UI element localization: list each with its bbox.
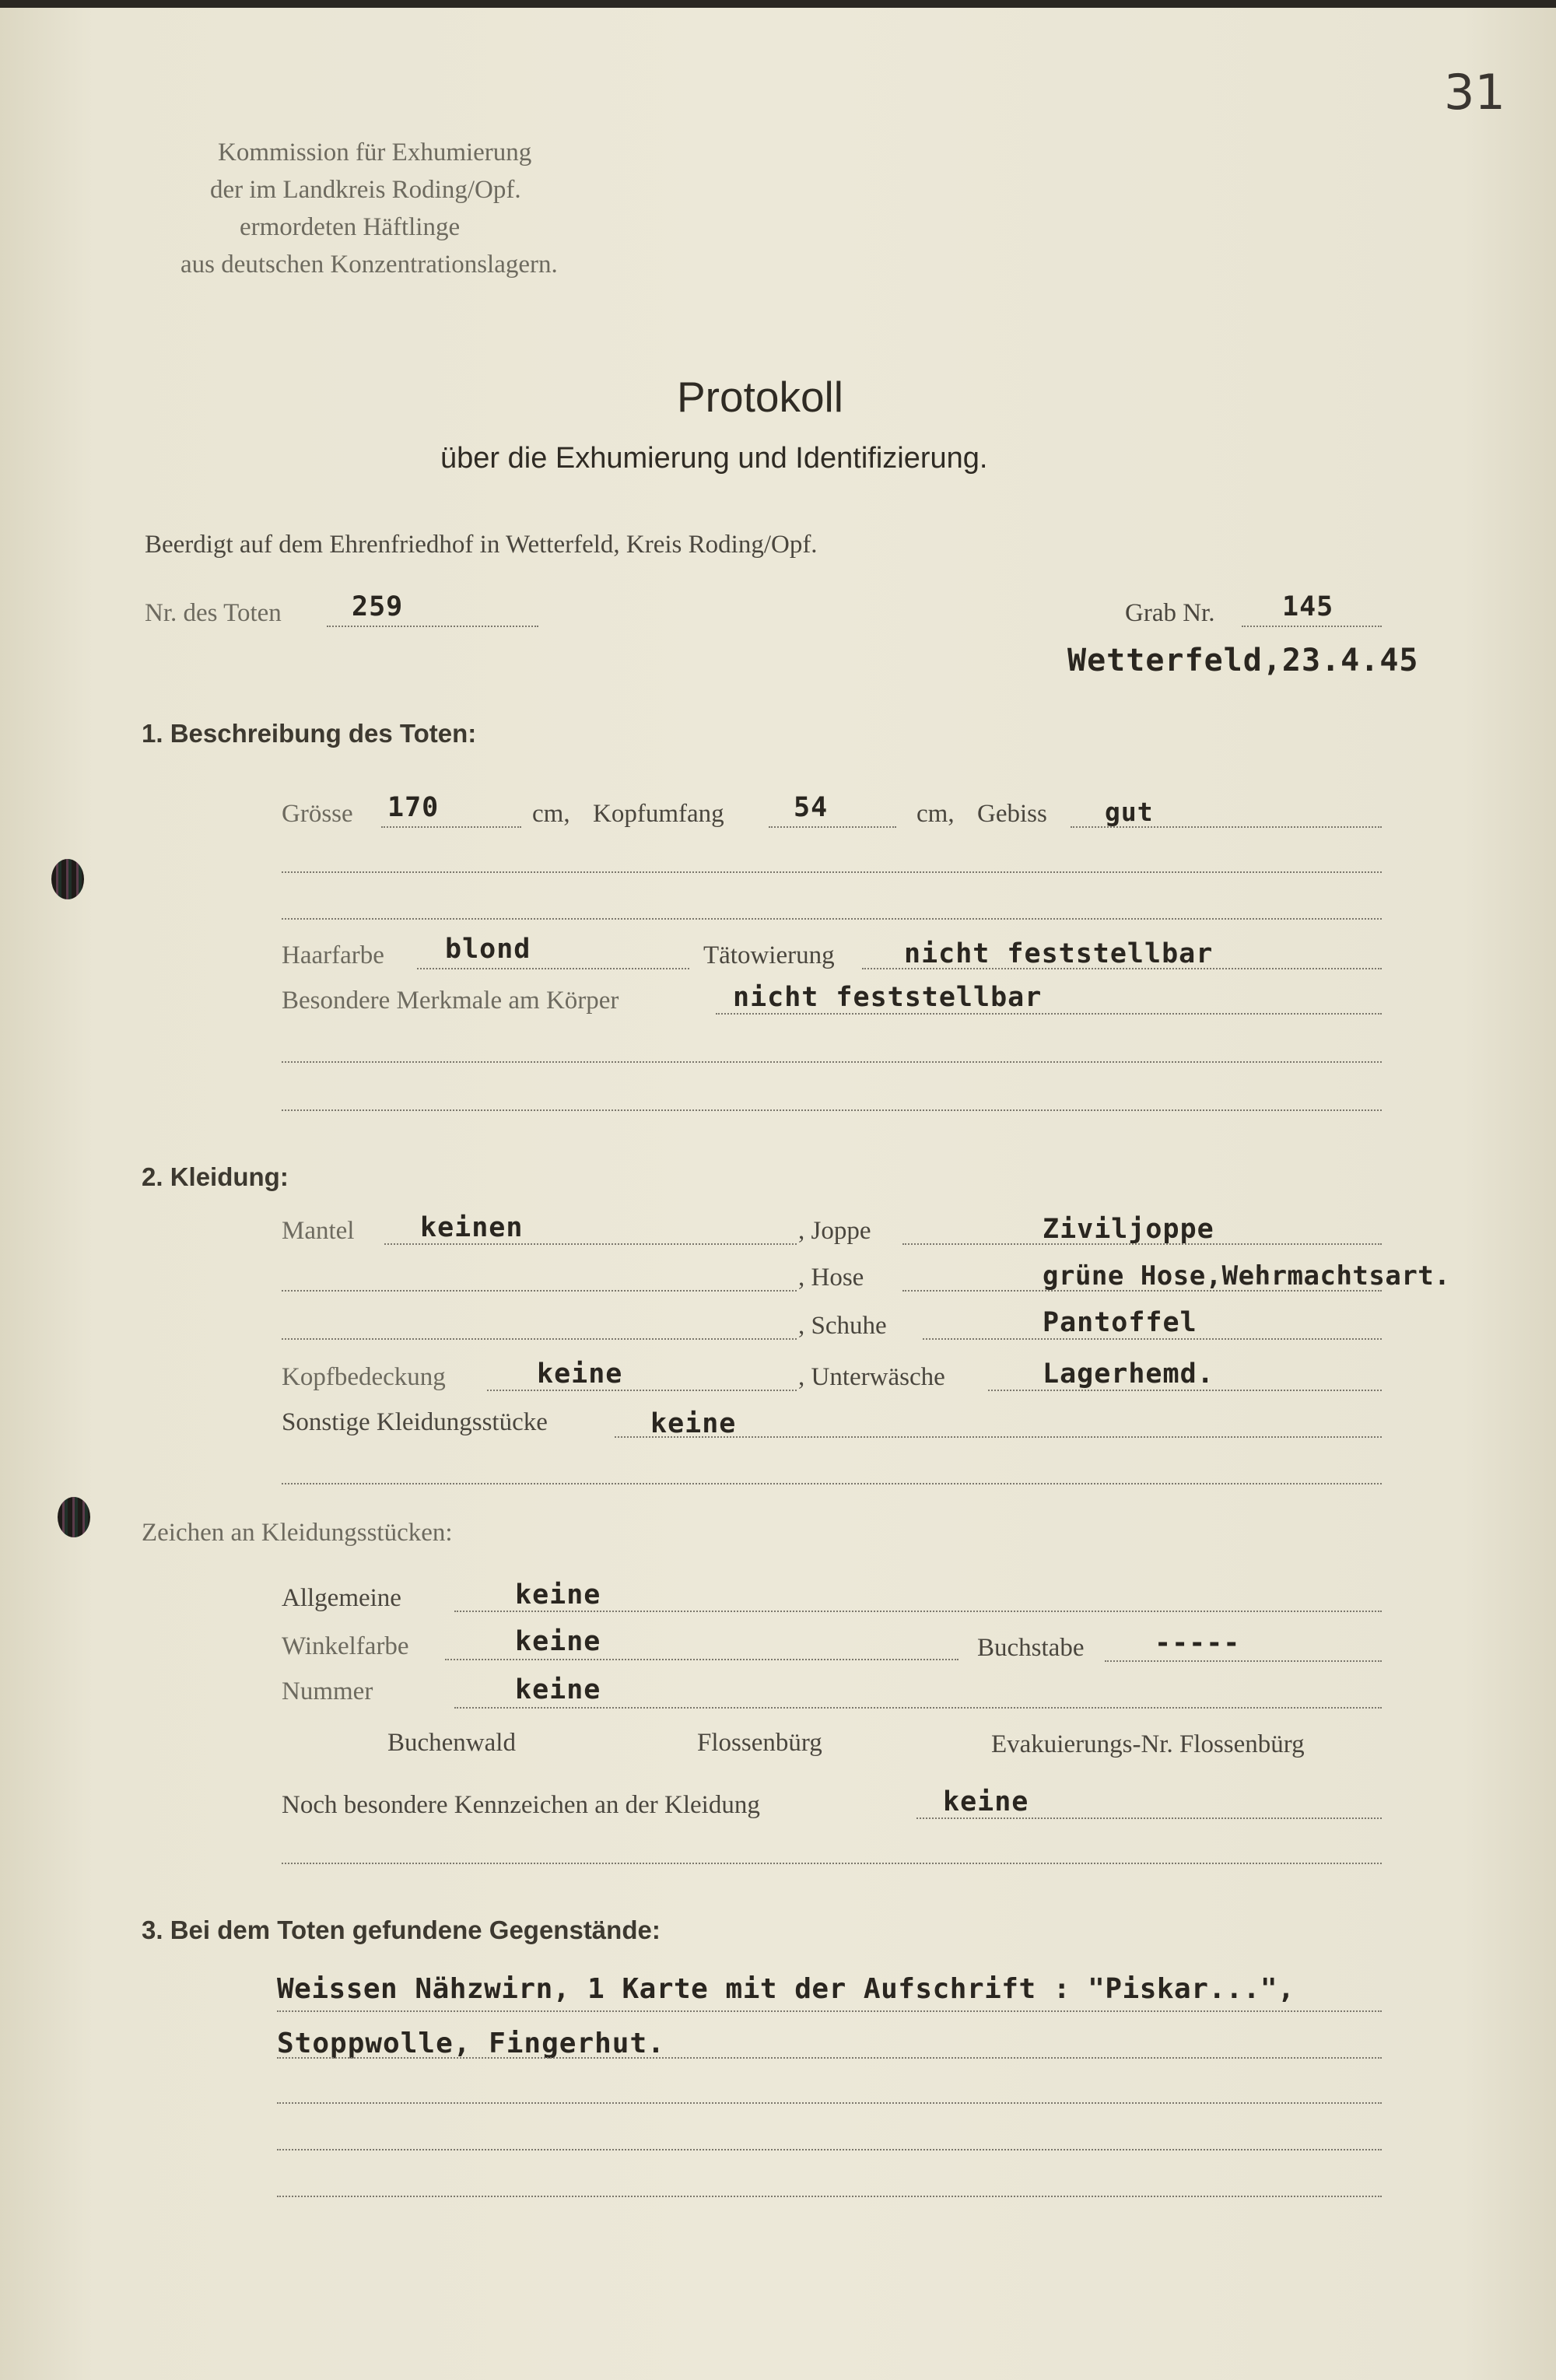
height-value: 170 <box>387 792 440 823</box>
underwear-label: , Unterwäsche <box>798 1363 945 1391</box>
found-items-rule-5 <box>277 2196 1382 2197</box>
jacket-value: Ziviljoppe <box>1043 1214 1214 1245</box>
section-3-heading: 3. Bei dem Toten gefundene Gegenstände: <box>142 1916 661 1944</box>
marks-value: nicht feststellbar <box>733 982 1043 1013</box>
section-1-blank-line-4 <box>282 1109 1382 1111</box>
headwear-value: keine <box>537 1358 623 1390</box>
trousers-blank-line <box>282 1290 797 1292</box>
letter-line <box>1105 1660 1382 1662</box>
head-circumference-unit: cm, <box>916 800 955 828</box>
number-value: keine <box>515 1674 601 1705</box>
section-1-blank-line-3 <box>282 1061 1382 1063</box>
tattoo-label: Tätowierung <box>703 941 835 969</box>
commission-line-3: ermordeten Häftlinge <box>240 213 461 241</box>
marks-line <box>716 1013 1382 1015</box>
general-marks-line <box>454 1611 1382 1612</box>
commission-line-2: der im Landkreis Roding/Opf. <box>210 176 521 204</box>
grave-number-line <box>1242 626 1382 627</box>
letter-label: Buchstabe <box>977 1634 1085 1662</box>
section-1-blank-line-2 <box>282 918 1382 920</box>
shoes-value: Pantoffel <box>1043 1307 1197 1338</box>
grave-number-value: 145 <box>1282 591 1334 622</box>
grave-number-label: Grab Nr. <box>1125 599 1215 627</box>
angle-color-label: Winkelfarbe <box>282 1632 409 1660</box>
dead-number-value: 259 <box>352 591 404 622</box>
shoes-blank-line <box>282 1338 797 1340</box>
dead-number-label: Nr. des Toten <box>145 599 282 627</box>
angle-color-value: keine <box>515 1626 601 1657</box>
hair-line <box>417 968 689 969</box>
commission-line-1: Kommission für Exhumierung <box>218 138 532 166</box>
extra-marks-label: Noch besondere Kennzeichen an der Kleidung <box>282 1791 760 1819</box>
height-unit: cm, <box>532 800 570 828</box>
marks-label: Besondere Merkmale am Körper <box>282 987 619 1015</box>
letter-value: ----- <box>1155 1628 1241 1659</box>
height-line <box>381 826 521 828</box>
scan-top-edge <box>0 0 1556 8</box>
dead-number-line <box>327 626 538 627</box>
place-date: Wetterfeld,23.4.45 <box>1067 643 1419 678</box>
found-items-rule-1 <box>277 2010 1382 2012</box>
number-label: Nummer <box>282 1677 373 1705</box>
extra-marks-value: keine <box>943 1786 1029 1817</box>
general-marks-label: Allgemeine <box>282 1584 401 1612</box>
underwear-value: Lagerhemd. <box>1043 1358 1214 1390</box>
hair-value: blond <box>445 934 531 965</box>
burial-place: Beerdigt auf dem Ehrenfriedhof in Wetterfeld, Kreis Roding/Opf. <box>145 531 818 559</box>
marks-heading: Zeichen an Kleidungsstücken: <box>142 1519 453 1547</box>
found-items-rule-3 <box>277 2102 1382 2104</box>
angle-color-line <box>445 1659 958 1660</box>
page-number: 31 <box>1444 64 1505 121</box>
head-circumference-value: 54 <box>794 792 829 823</box>
section-1-blank-line-1 <box>282 871 1382 873</box>
head-circumference-label: Kopfumfang <box>593 800 724 828</box>
document-title: Protokoll <box>677 373 843 421</box>
number-line <box>454 1707 1382 1709</box>
column-evacuation-number: Evakuierungs-Nr. Flossenbürg <box>991 1730 1305 1758</box>
found-items-line-1: Weissen Nähzwirn, 1 Karte mit der Aufschrift : "Piskar...", <box>277 1973 1295 2005</box>
trousers-label: , Hose <box>798 1264 864 1292</box>
punch-hole-bottom <box>58 1497 90 1537</box>
height-label: Grösse <box>282 800 353 828</box>
underwear-line <box>988 1390 1382 1391</box>
column-buchenwald: Buchenwald <box>387 1729 516 1757</box>
other-clothing-value: keine <box>650 1408 737 1439</box>
punch-hole-top <box>51 859 84 899</box>
trousers-value: grüne Hose,Wehrmachtsart. <box>1043 1260 1451 1292</box>
coat-value: keinen <box>420 1212 524 1243</box>
coat-line <box>384 1243 797 1245</box>
marks-blank-line <box>282 1863 1382 1864</box>
found-items-rule-2 <box>277 2057 1382 2059</box>
tattoo-value: nicht feststellbar <box>904 938 1214 969</box>
section-1-heading: 1. Beschreibung des Toten: <box>142 719 477 748</box>
teeth-label: Gebiss <box>977 800 1047 828</box>
found-items-rule-4 <box>277 2149 1382 2150</box>
commission-line-4: aus deutschen Konzentrationslagern. <box>180 251 558 279</box>
hair-label: Haarfarbe <box>282 941 384 969</box>
found-items-line-2: Stoppwolle, Fingerhut. <box>277 2028 665 2059</box>
extra-marks-line <box>916 1817 1382 1819</box>
document-subtitle: über die Exhumierung und Identifizierung. <box>440 442 988 475</box>
shoes-line <box>923 1338 1382 1340</box>
headwear-label: Kopfbedeckung <box>282 1363 446 1391</box>
head-circumference-line <box>769 826 896 828</box>
other-clothing-label: Sonstige Kleidungsstücke <box>282 1408 548 1436</box>
headwear-line <box>487 1390 797 1391</box>
column-flossenbuerg: Flossenbürg <box>697 1729 822 1757</box>
general-marks-value: keine <box>515 1579 601 1611</box>
section-2-heading: 2. Kleidung: <box>142 1162 289 1191</box>
section-2-blank-line <box>282 1483 1382 1484</box>
jacket-label: , Joppe <box>798 1217 871 1245</box>
coat-label: Mantel <box>282 1217 355 1245</box>
shoes-label: , Schuhe <box>798 1312 887 1340</box>
teeth-value: gut <box>1105 797 1154 827</box>
